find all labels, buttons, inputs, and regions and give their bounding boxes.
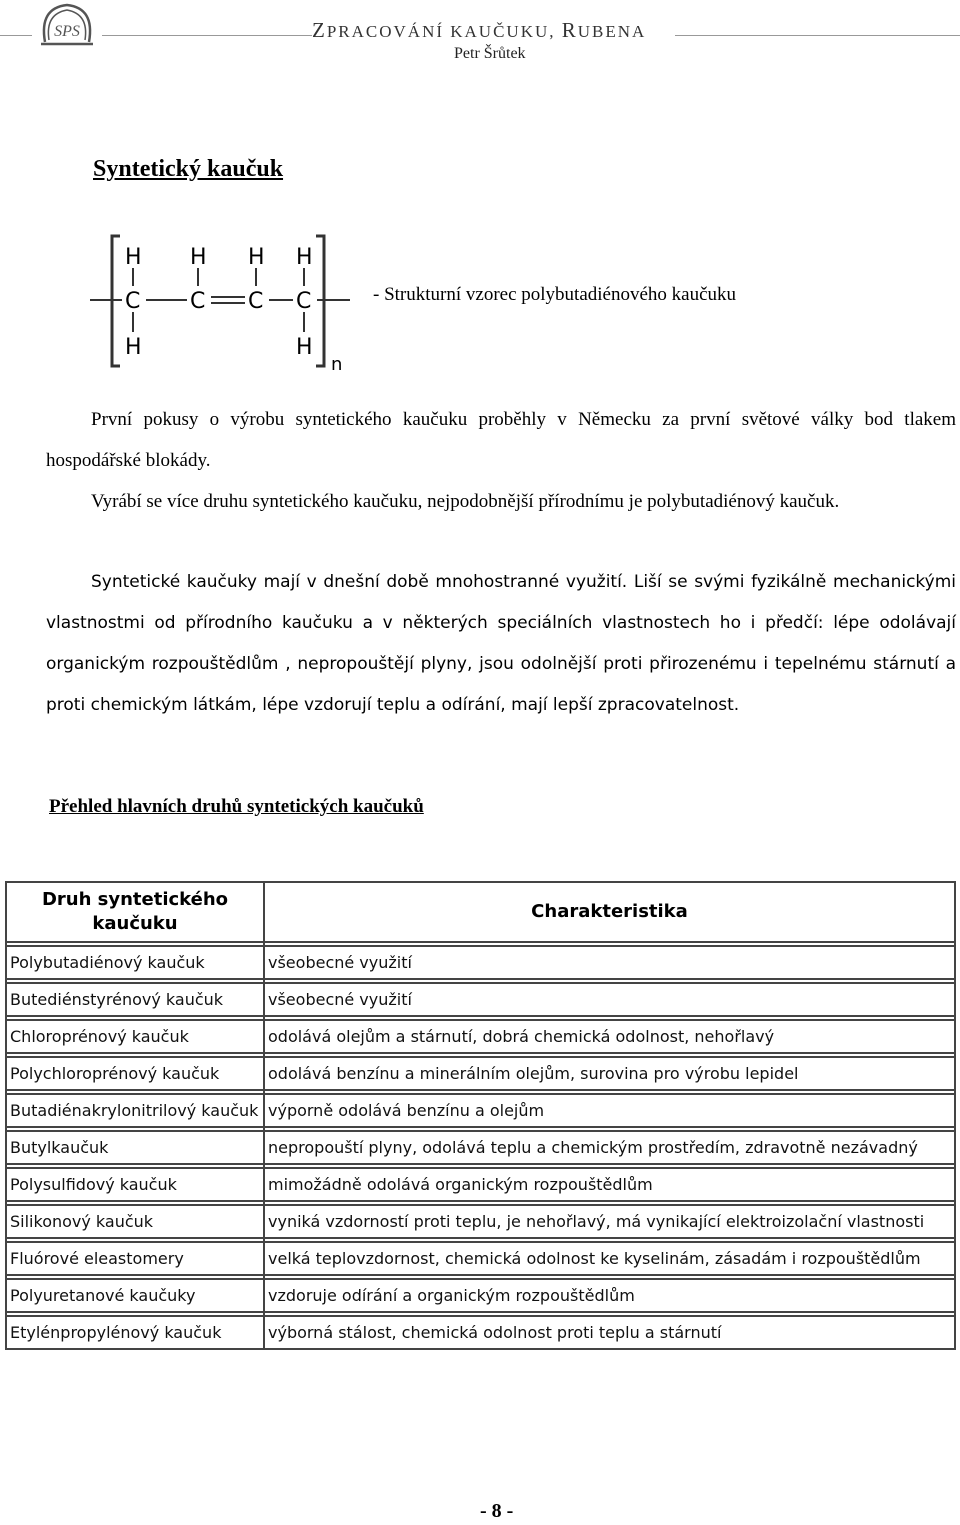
svg-text:SPS: SPS bbox=[54, 23, 80, 40]
svg-text:C: C bbox=[125, 289, 141, 314]
header-author: Petr Šrůtek bbox=[454, 45, 526, 62]
table-cell-characteristic: velká teplovzdornost, chemická odolnost ke kyselinám, zásadám i rozpouštědlům bbox=[264, 1242, 955, 1275]
table-cell-kind: Etylénpropylénový kaučuk bbox=[6, 1316, 264, 1349]
table-cell-kind: Polysulfidový kaučuk bbox=[6, 1168, 264, 1201]
table-cell-kind: Butadiénakrylonitrilový kaučuk bbox=[6, 1094, 264, 1127]
svg-text:C: C bbox=[190, 289, 206, 314]
paragraph-properties-intro: Syntetické kaučuky mají v dnešní době mnohostranné využití. bbox=[91, 572, 628, 592]
table-row bbox=[6, 946, 955, 979]
svg-text:C: C bbox=[248, 289, 264, 314]
table-row bbox=[6, 983, 955, 1016]
header-rule-middle bbox=[102, 35, 312, 36]
table-cell-characteristic: všeobecné využití bbox=[264, 946, 955, 979]
table-header-characteristic: Charakteristika bbox=[264, 882, 955, 942]
table-cell-kind: Butediénstyrénový kaučuk bbox=[6, 983, 264, 1016]
svg-text:H: H bbox=[248, 245, 265, 270]
paragraph-properties-rest: Liší se svými fyzikálně mechanickými vlastnostmi od přírodního kaučuku a v některých speciálních vlastnostech ho i předčí: lépe odolávají organickým rozpouštědlům , nepropouštějí plyny, jsou odolnější proti přirozenému i tepelnému stárnutí a proti chemickým látkám, lépe vzdorují teplu a odírání, mají lepší zpracovatelnost. bbox=[46, 572, 956, 715]
table-row bbox=[6, 1242, 955, 1275]
table-row bbox=[6, 1279, 955, 1312]
svg-text:H: H bbox=[296, 245, 313, 270]
paragraph-types: Vyrábí se více druhu syntetického kaučuku, nejpodobnější přírodnímu je polybutadiénový kaučuk. bbox=[91, 491, 840, 512]
table-cell-kind: Chloroprénový kaučuk bbox=[6, 1020, 264, 1053]
table-cell-kind: Fluórové eleastomery bbox=[6, 1242, 264, 1275]
table-header-kind: Druh syntetického kaučuku bbox=[6, 882, 264, 942]
table-cell-characteristic: vzdoruje odírání a organickým rozpouštědlům bbox=[264, 1279, 955, 1312]
paragraph-history: První pokusy o výrobu syntetického kaučuku proběhly v Německu za první světové války bod tlakem hospodářské blokády. bbox=[46, 409, 956, 471]
svg-text:n: n bbox=[331, 354, 343, 375]
table-cell-characteristic: všeobecné využití bbox=[264, 983, 955, 1016]
structural-formula bbox=[88, 228, 358, 378]
table-cell-kind: Butylkaučuk bbox=[6, 1131, 264, 1164]
table-cell-characteristic: mimožádně odolává organickým rozpouštědlům bbox=[264, 1168, 955, 1201]
svg-text:H: H bbox=[125, 335, 142, 360]
rubber-types-table bbox=[5, 881, 956, 1350]
table-cell-characteristic: výborná stálost, chemická odolnost proti teplu a stárnutí bbox=[264, 1316, 955, 1349]
table-cell-kind: Polychloroprénový kaučuk bbox=[6, 1057, 264, 1090]
table-cell-kind: Silikonový kaučuk bbox=[6, 1205, 264, 1238]
table-row bbox=[6, 1205, 955, 1238]
school-logo bbox=[35, 2, 99, 50]
table-cell-characteristic: nepropouští plyny, odolává teplu a chemickým prostředím, zdravotně nezávadný bbox=[264, 1131, 955, 1164]
table-cell-characteristic: vyniká vzdorností proti teplu, je nehořlavý, má vynikající elektroizolační vlastnosti bbox=[264, 1205, 955, 1238]
header-rule-left bbox=[0, 35, 32, 36]
table-cell-kind: Polybutadiénový kaučuk bbox=[6, 946, 264, 979]
svg-text:C: C bbox=[296, 289, 312, 314]
svg-text:H: H bbox=[296, 335, 313, 360]
table-cell-kind: Polyuretanové kaučuky bbox=[6, 1279, 264, 1312]
header-rule-right bbox=[675, 35, 960, 36]
formula-caption: - Strukturní vzorec polybutadiénového kaučuku bbox=[373, 284, 737, 305]
table-row bbox=[6, 1131, 955, 1164]
table-cell-characteristic: odolává olejům a stárnutí, dobrá chemická odolnost, nehořlavý bbox=[264, 1020, 955, 1053]
table-row bbox=[6, 1057, 955, 1090]
table-row bbox=[6, 1094, 955, 1127]
table-row bbox=[6, 1020, 955, 1053]
table-row bbox=[6, 1316, 955, 1349]
page-title: Syntetický kaučuk bbox=[93, 156, 284, 182]
paragraph-properties bbox=[46, 562, 956, 726]
table-cell-characteristic: odolává benzínu a minerálním olejům, surovina pro výrobu lepidel bbox=[264, 1057, 955, 1090]
svg-text:H: H bbox=[190, 245, 207, 270]
header-title: ZPRACOVÁNÍ KAUČUKU, RUBENA bbox=[312, 18, 647, 42]
table-cell-characteristic: výporně odolává benzínu a olejům bbox=[264, 1094, 955, 1127]
section-subtitle: Přehled hlavních druhů syntetických kaučuků bbox=[49, 796, 424, 817]
table-row bbox=[6, 1168, 955, 1201]
table-header-row bbox=[6, 882, 955, 942]
page-number: - 8 - bbox=[480, 1500, 514, 1522]
svg-text:H: H bbox=[125, 245, 142, 270]
